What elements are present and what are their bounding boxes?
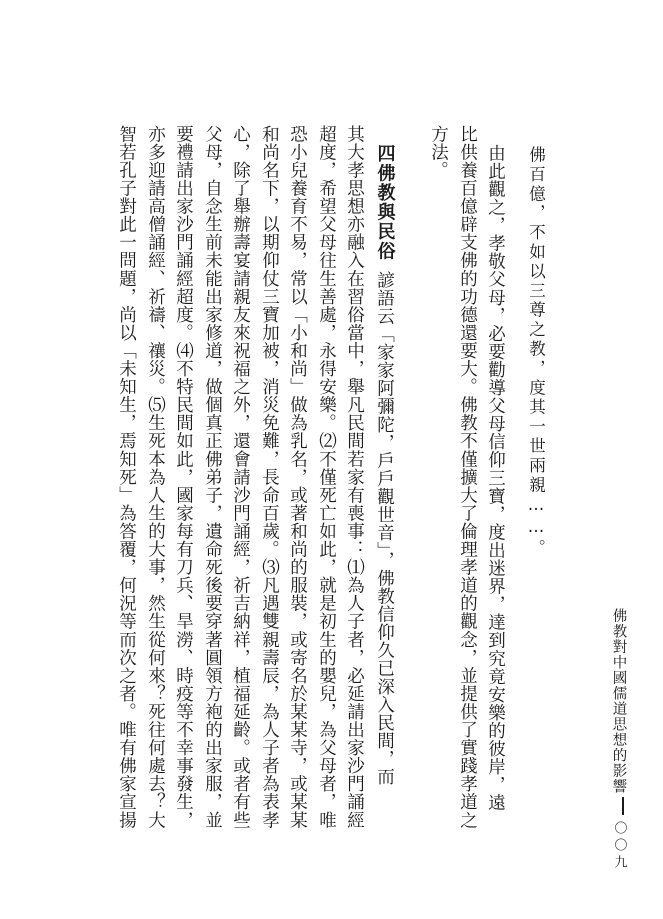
paragraph-2-line-5: 和尚名下，以期仰仗三寶加被，消災免難，長命百歲。⑶凡遇雙親壽辰，為人子者為表孝 <box>259 125 280 829</box>
book-title: 佛教對中國儒道思想的影響 <box>610 608 627 794</box>
page-number: 〇〇九 <box>611 821 627 872</box>
paragraph-2-line-8: 要禮請出家沙門誦經超度。⑷不特民間如此，國家每有刀兵、旱澇、時疫等不幸事發生， <box>173 125 194 829</box>
paragraph-2-line-6: 心，除了舉辦壽宴請親友來祝福之外，還會請沙門誦經，祈吉納祥，植福延齡。或者有些 <box>230 125 251 829</box>
paragraph-2-line-1-text: 諺語云「家家阿彌陀，戶戶觀世音」，佛教信仰久已深入民間，而 <box>374 271 395 786</box>
paragraph-2-line-1 <box>375 144 394 786</box>
paragraph-2-line-7: 父母，自念生前未能出家修道，做個真正佛弟子，遺命死後要穿著圓領方袍的出家服，並 <box>202 125 223 829</box>
section-heading: 四佛教與民俗 <box>374 144 396 261</box>
paragraph-2-line-3: 超度，希望父母往生善處，永得安樂。⑵不僅死亡如此，就是初生的嬰兒，為父母者，唯 <box>316 125 337 829</box>
paragraph-2-line-10: 智若孔子對此一問題，尚以「未知生，焉知死」為答覆，何況等而次之者。唯有佛家宣揚 <box>116 125 137 829</box>
running-header <box>611 608 626 872</box>
paragraph-2-line-4: 恐小兒養育不易，常以「小和尚」做為乳名，或著和尚的服裝，或寄名於某某寺，或某某 <box>287 125 308 829</box>
paragraph-1-line-3: 方法。 <box>428 125 449 180</box>
header-rule <box>622 797 624 815</box>
paragraph-1-line-2: 比供養百億辟支佛的功德還要大。佛教不僅擴大了倫理孝道的觀念，並提供了實踐孝道之 <box>457 125 478 829</box>
paragraph-2-line-9: 亦多迎請高僧誦經、祈禱、禳災。⑸生死本為人生的大事，然生從何來？死往何處去？大 <box>145 125 166 829</box>
paragraph-2-line-2: 其大孝思想亦融入在習俗當中，舉凡民間若家有喪事：⑴為人子者，必延請出家沙門誦經 <box>344 125 365 829</box>
paragraph-1-line-1: 由此觀之，孝敬父母，必要勸導父母信仰三寶，度出迷界，達到究竟安樂的彼岸，遠 <box>485 144 506 812</box>
quote-line: 佛百億，不如以三尊之教，度其一世兩親……。 <box>526 146 546 559</box>
